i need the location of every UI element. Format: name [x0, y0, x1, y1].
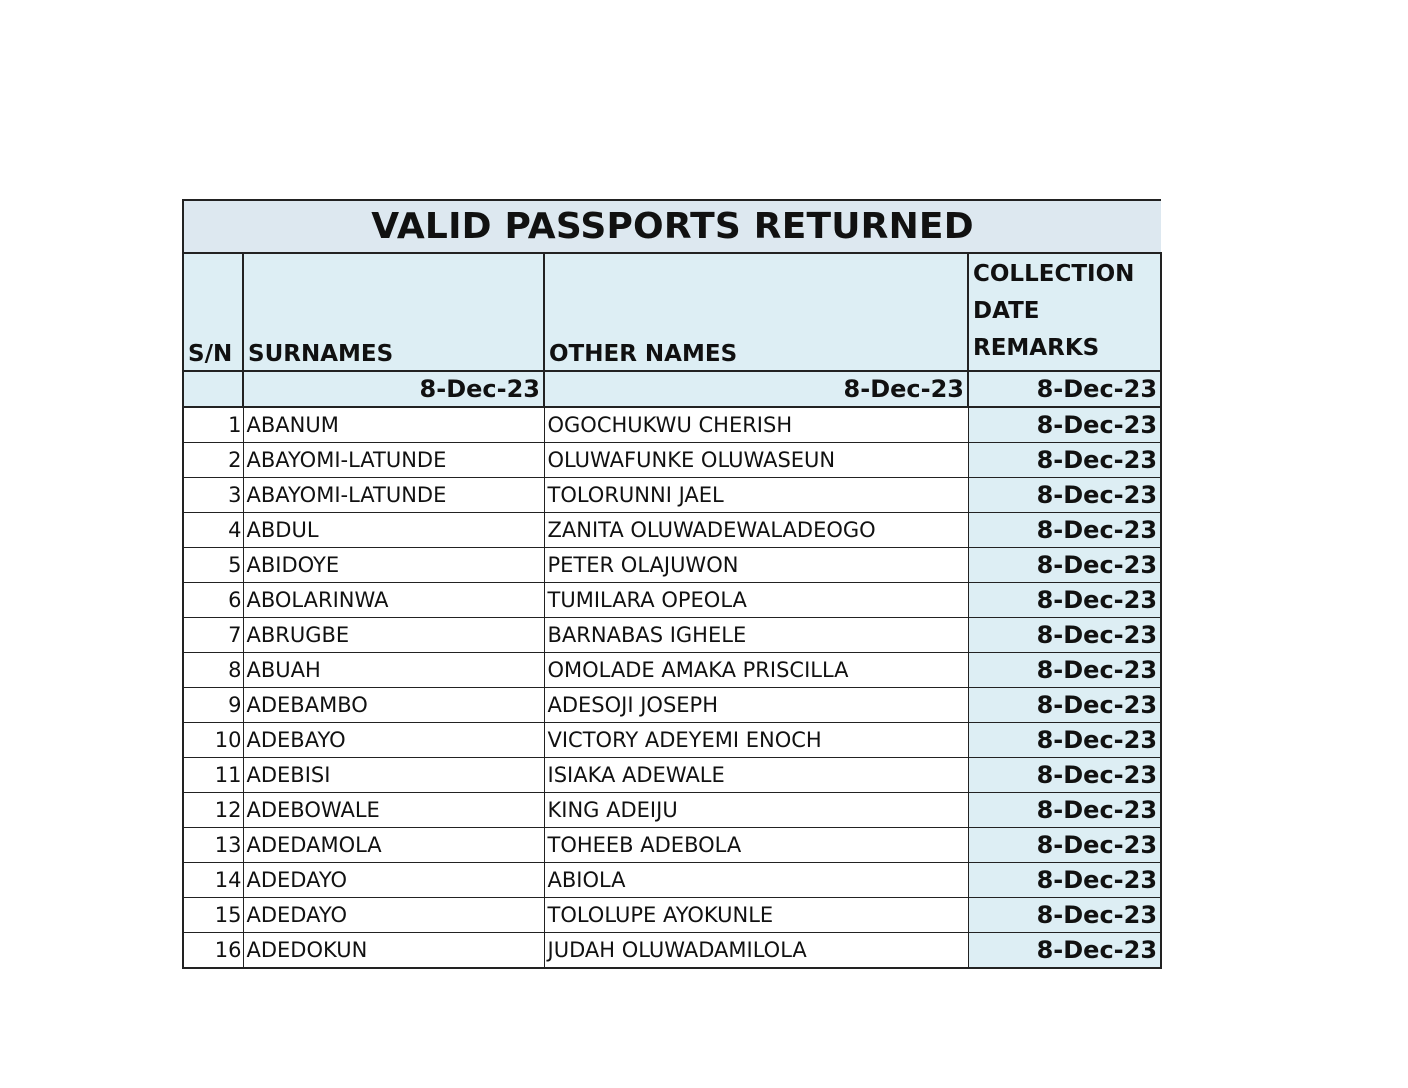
row-other-names: KING ADEIJU	[544, 793, 968, 828]
row-surname: ABUAH	[243, 653, 544, 688]
row-sn: 2	[183, 443, 243, 478]
table-row	[183, 723, 1161, 758]
date-row-remarks: 8-Dec-23	[968, 371, 1161, 407]
passports-table	[182, 199, 1162, 969]
row-surname: ABRUGBE	[243, 618, 544, 653]
row-date: 8-Dec-23	[968, 407, 1161, 443]
table-row	[183, 548, 1161, 583]
header-row	[183, 253, 1161, 371]
table-title: VALID PASSPORTS RETURNED	[183, 200, 1161, 253]
row-date: 8-Dec-23	[968, 688, 1161, 723]
row-date: 8-Dec-23	[968, 583, 1161, 618]
table-row	[183, 898, 1161, 933]
row-other-names: ABIOLA	[544, 863, 968, 898]
table-row	[183, 583, 1161, 618]
row-other-names: VICTORY ADEYEMI ENOCH	[544, 723, 968, 758]
row-sn: 5	[183, 548, 243, 583]
row-date: 8-Dec-23	[968, 933, 1161, 969]
row-other-names: ZANITA OLUWADEWALADEOGO	[544, 513, 968, 548]
header-remarks: COLLECTION DATE REMARKS	[968, 253, 1161, 371]
row-date: 8-Dec-23	[968, 443, 1161, 478]
row-sn: 9	[183, 688, 243, 723]
table-row	[183, 688, 1161, 723]
row-other-names: JUDAH OLUWADAMILOLA	[544, 933, 968, 969]
table-row	[183, 758, 1161, 793]
row-other-names: ISIAKA ADEWALE	[544, 758, 968, 793]
row-surname: ABANUM	[243, 407, 544, 443]
table-row	[183, 828, 1161, 863]
row-sn: 13	[183, 828, 243, 863]
row-other-names: TOLORUNNI JAEL	[544, 478, 968, 513]
table-row	[183, 933, 1161, 969]
row-other-names: BARNABAS IGHELE	[544, 618, 968, 653]
header-surnames: SURNAMES	[243, 253, 544, 371]
row-sn: 3	[183, 478, 243, 513]
date-row-sn	[183, 371, 243, 407]
row-surname: ABDUL	[243, 513, 544, 548]
row-other-names: TOLOLUPE AYOKUNLE	[544, 898, 968, 933]
date-row	[183, 371, 1161, 407]
row-surname: ADEDAMOLA	[243, 828, 544, 863]
row-other-names: OLUWAFUNKE OLUWASEUN	[544, 443, 968, 478]
row-sn: 1	[183, 407, 243, 443]
row-date: 8-Dec-23	[968, 758, 1161, 793]
date-row-surnames: 8-Dec-23	[243, 371, 544, 407]
row-date: 8-Dec-23	[968, 513, 1161, 548]
row-sn: 4	[183, 513, 243, 548]
row-surname: ABIDOYE	[243, 548, 544, 583]
date-row-other-names: 8-Dec-23	[544, 371, 968, 407]
row-surname: ADEBAYO	[243, 723, 544, 758]
row-sn: 14	[183, 863, 243, 898]
passports-sheet	[182, 199, 1160, 969]
table-row	[183, 653, 1161, 688]
row-sn: 16	[183, 933, 243, 969]
row-other-names: OGOCHUKWU CHERISH	[544, 407, 968, 443]
row-surname: ABAYOMI-LATUNDE	[243, 443, 544, 478]
table-row	[183, 407, 1161, 443]
row-date: 8-Dec-23	[968, 723, 1161, 758]
row-other-names: PETER OLAJUWON	[544, 548, 968, 583]
row-date: 8-Dec-23	[968, 828, 1161, 863]
row-surname: ADEDAYO	[243, 898, 544, 933]
row-date: 8-Dec-23	[968, 863, 1161, 898]
table-row	[183, 863, 1161, 898]
row-surname: ADEBOWALE	[243, 793, 544, 828]
row-sn: 15	[183, 898, 243, 933]
row-date: 8-Dec-23	[968, 478, 1161, 513]
table-body	[183, 407, 1161, 968]
row-other-names: OMOLADE AMAKA PRISCILLA	[544, 653, 968, 688]
row-date: 8-Dec-23	[968, 898, 1161, 933]
row-other-names: TUMILARA OPEOLA	[544, 583, 968, 618]
row-sn: 8	[183, 653, 243, 688]
row-surname: ADEDAYO	[243, 863, 544, 898]
row-surname: ABOLARINWA	[243, 583, 544, 618]
row-surname: ADEBISI	[243, 758, 544, 793]
row-other-names: TOHEEB ADEBOLA	[544, 828, 968, 863]
row-sn: 12	[183, 793, 243, 828]
table-row	[183, 793, 1161, 828]
row-surname: ADEDOKUN	[243, 933, 544, 969]
row-date: 8-Dec-23	[968, 618, 1161, 653]
table-row	[183, 478, 1161, 513]
row-surname: ADEBAMBO	[243, 688, 544, 723]
row-date: 8-Dec-23	[968, 793, 1161, 828]
header-sn: S/N	[183, 253, 243, 371]
row-surname: ABAYOMI-LATUNDE	[243, 478, 544, 513]
row-sn: 10	[183, 723, 243, 758]
row-sn: 11	[183, 758, 243, 793]
row-sn: 7	[183, 618, 243, 653]
row-date: 8-Dec-23	[968, 653, 1161, 688]
row-sn: 6	[183, 583, 243, 618]
table-row	[183, 443, 1161, 478]
table-row	[183, 618, 1161, 653]
row-date: 8-Dec-23	[968, 548, 1161, 583]
table-row	[183, 513, 1161, 548]
header-other-names: OTHER NAMES	[544, 253, 968, 371]
row-other-names: ADESOJI JOSEPH	[544, 688, 968, 723]
